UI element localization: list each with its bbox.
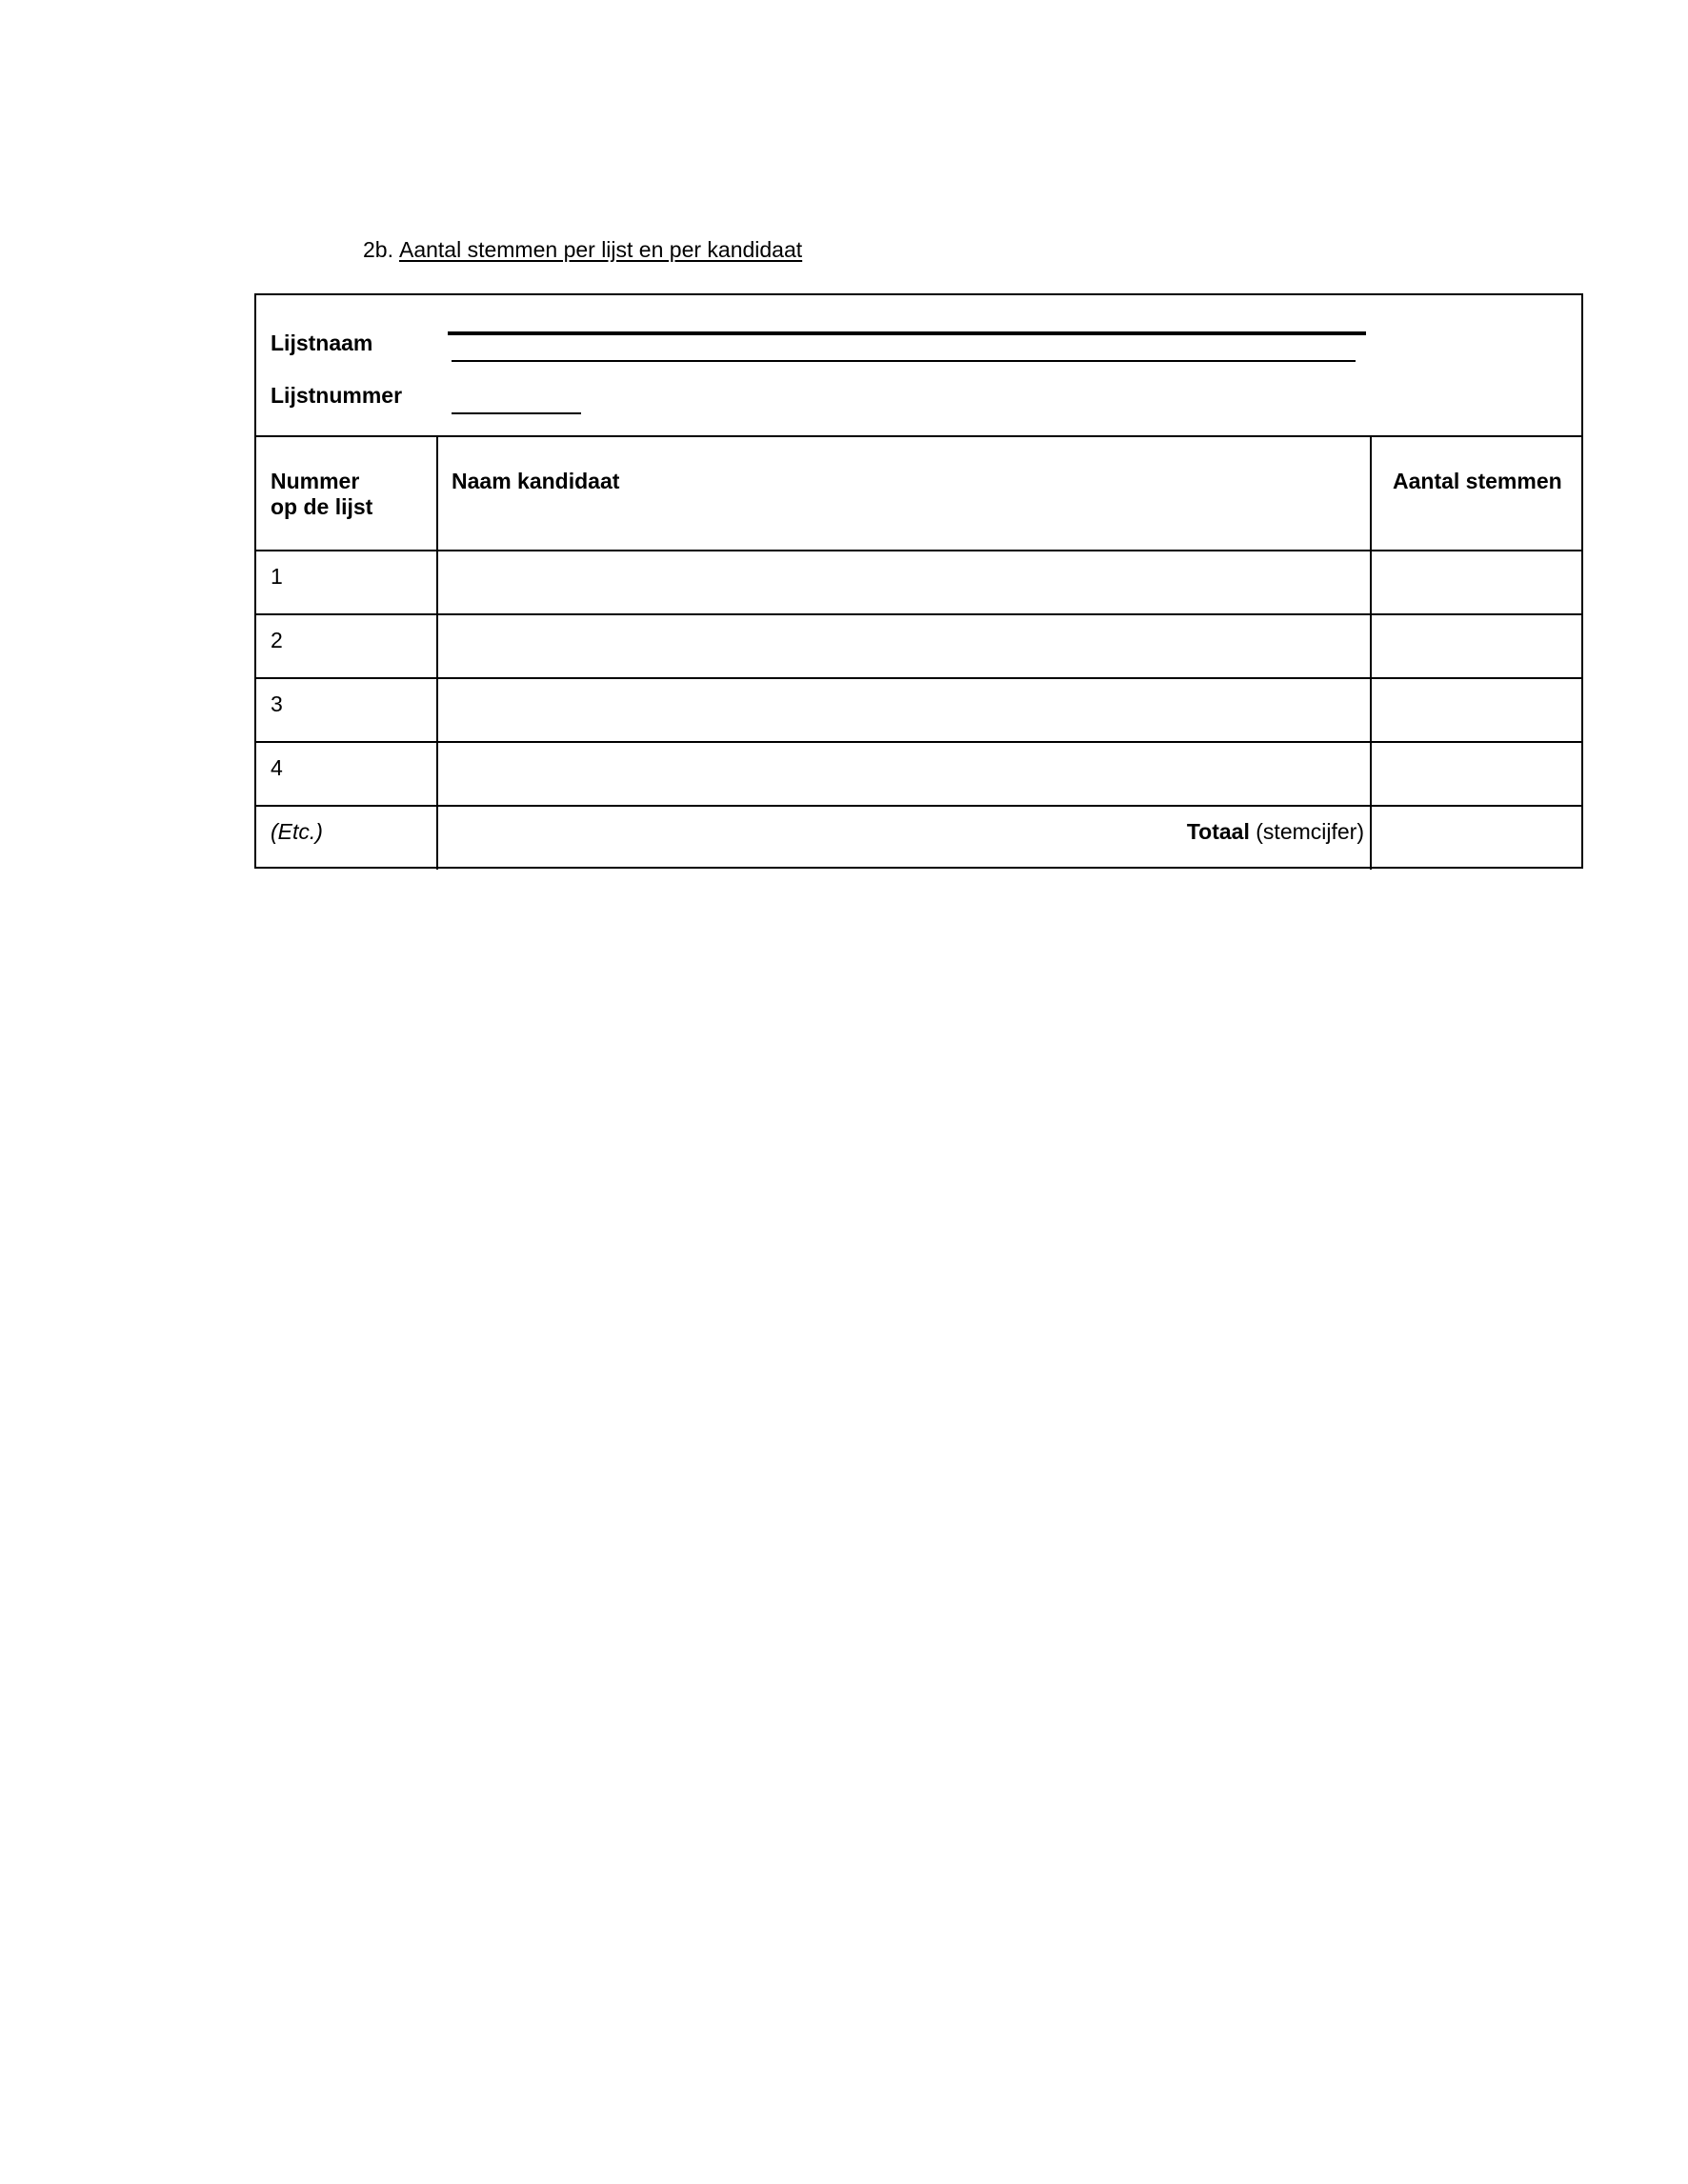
vote-count-cell[interactable] <box>1372 615 1581 677</box>
row-number: 1 <box>256 551 438 613</box>
header-number-line2: op de lijst <box>271 494 373 519</box>
list-number-label: Lijstnummer <box>271 383 403 408</box>
row-number: 3 <box>256 679 438 741</box>
total-label: Totaal <box>1186 819 1250 844</box>
vote-count-cell[interactable] <box>1372 551 1581 613</box>
header-vote-count: Aantal stemmen <box>1393 469 1562 493</box>
table-row <box>256 615 1581 679</box>
table-row <box>256 679 1581 743</box>
vote-count-cell[interactable] <box>1372 679 1581 741</box>
list-name-label: Lijstnaam <box>271 331 373 355</box>
section-heading <box>363 236 802 263</box>
row-number: 2 <box>256 615 438 677</box>
table-row <box>256 743 1581 807</box>
list-number-field[interactable] <box>452 412 581 414</box>
row-number: 4 <box>256 743 438 805</box>
candidate-name-cell[interactable] <box>438 551 1372 613</box>
total-value-cell[interactable] <box>1372 807 1581 870</box>
table-total-row <box>256 807 1581 870</box>
table-row <box>256 551 1581 615</box>
candidate-name-cell[interactable] <box>438 743 1372 805</box>
header-candidate-name: Naam kandidaat <box>438 435 1372 550</box>
list-info-block <box>256 295 1581 437</box>
candidate-name-cell[interactable] <box>438 679 1372 741</box>
header-number <box>256 435 438 550</box>
candidate-votes-form <box>254 293 1583 869</box>
list-name-field[interactable] <box>452 360 1356 362</box>
vote-count-cell[interactable] <box>1372 743 1581 805</box>
section-number: 2b. <box>363 237 393 262</box>
candidate-table <box>256 435 1581 870</box>
total-note: (stemcijfer) <box>1256 819 1364 844</box>
section-title: Aantal stemmen per lijst en per kandidaat <box>398 237 803 262</box>
etc-note: (Etc.) <box>256 807 438 870</box>
candidate-name-cell[interactable] <box>438 615 1372 677</box>
list-name-line-top <box>448 331 1366 335</box>
table-header-row <box>256 435 1581 551</box>
total-label-cell <box>438 807 1372 870</box>
header-number-line1: Nummer <box>271 469 360 493</box>
